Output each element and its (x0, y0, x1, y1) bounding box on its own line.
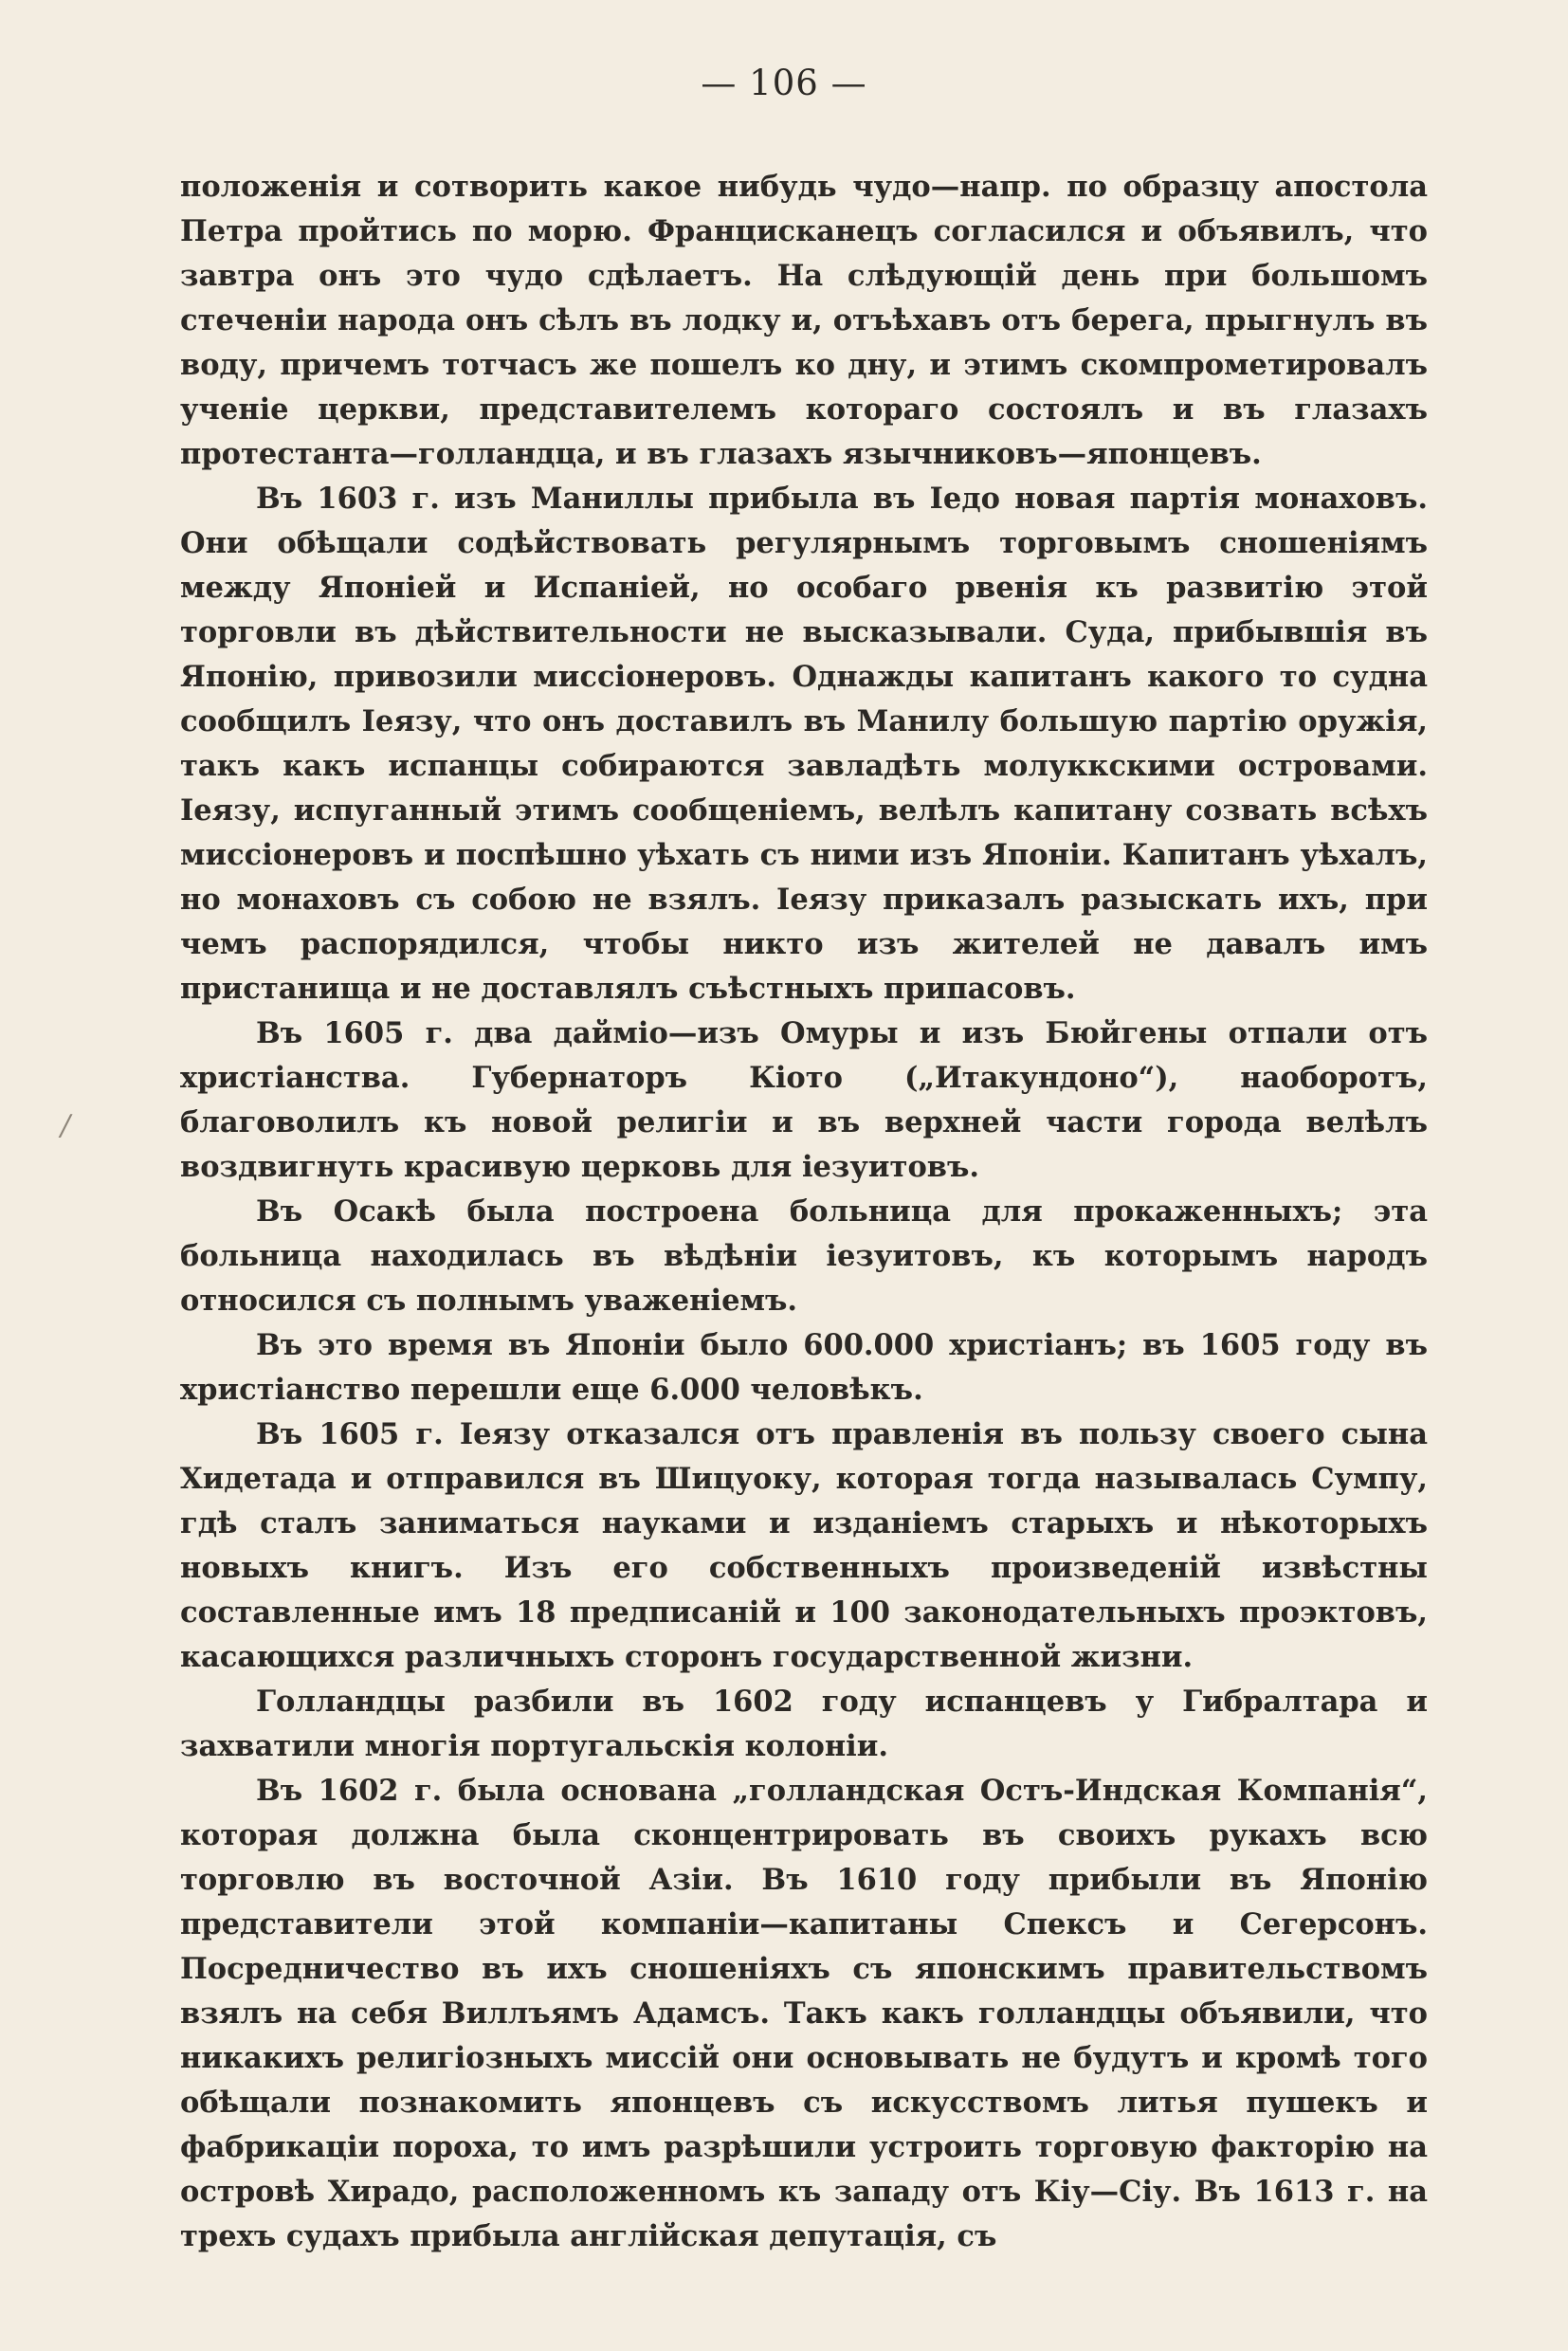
paragraph-1: положенія и сотворить какое нибудь чудо—напр. по образцу апостола Петра пройтись по морю. Францисканецъ согласился и объявилъ, что завтра онъ это чудо сдѣлаетъ. На слѣдующій день при большомъ стеченіи народа онъ сѣлъ въ лодку и, отъѣхавъ отъ берега, прыгнулъ въ воду, причемъ тотчасъ же пошелъ ко дну, и этимъ скомпрометировалъ ученіе церкви, представителемъ котораго состоялъ и въ глазахъ протестанта—голландца, и въ глазахъ язычниковъ—японцевъ. (180, 170, 1428, 471)
paragraph-2: Въ 1603 г. изъ Маниллы прибыла въ Іедо новая партія монаховъ. Они обѣщали содѣйствовать регулярнымъ торговымъ сношеніямъ между Японіей и Испаніей, но особаго рвенія къ развитію этой торговли въ дѣйствительности не высказывали. Суда, прибывшія въ Японію, привозили миссіонеровъ. Однажды капитанъ какого то судна сообщилъ Іеязу, что онъ доставилъ въ Манилу большую партію оружія, такъ какъ испанцы собираются завладѣть молуккскими островами. Іеязу, испуганный этимъ сообщеніемъ, велѣлъ капитану созвать всѣхъ миссіонеровъ и поспѣшно уѣхать съ ними изъ Японіи. Капитанъ уѣхалъ, но монаховъ съ собою не взялъ. Іеязу приказалъ разыскать ихъ, при чемъ распорядился, чтобы никто изъ жителей не давалъ имъ пристанища и не доставлялъ съѣстныхъ припасовъ. (180, 482, 1428, 1006)
text-body (180, 165, 1428, 2259)
paragraph-8: Въ 1602 г. была основана „голландская Остъ-Индская Компанія“, которая должна была сконцентрировать въ своихъ рукахъ всю торговлю въ восточной Азіи. Въ 1610 году прибыли въ Японію представители этой компаніи—капитаны Спексъ и Сегерсонъ. Посредничество въ ихъ сношеніяхъ съ японскимъ правительствомъ взялъ на себя Виллъямъ Адамсъ. Такъ какъ голландцы объявили, что никакихъ религіозныхъ миссій они основывать не будутъ и кромѣ того обѣщали познакомить японцевъ съ искусствомъ литья пушекъ и фабрикаціи пороха, то имъ разрѣшили устроить торговую факторію на островѣ Хирадо, расположенномъ къ западу отъ Кіу—Сіу. Въ 1613 г. на трехъ судахъ прибыла англійская депутація, съ (180, 1774, 1428, 2253)
paragraph-7: Голландцы разбили въ 1602 году испанцевъ у Гибралтара и захватили многія португальскія колоніи. (180, 1685, 1428, 1763)
paragraph-6: Въ 1605 г. Іеязу отказался отъ правленія въ пользу своего сына Хидетада и отправился въ Шицуоку, которая тогда называлась Сумпу, гдѣ сталъ заниматься науками и изданіемъ старыхъ и нѣкоторыхъ новыхъ книгъ. Изъ его собственныхъ произведеній извѣстны составленные имъ 18 предписаній и 100 законодательныхъ проэктовъ, касающихся различныхъ сторонъ государственной жизни. (180, 1417, 1428, 1674)
paragraph-4: Въ Осакѣ была построена больница для прокаженныхъ; эта больница находилась въ вѣдѣніи іезуитовъ, къ которымъ народъ относился съ полнымъ уваженіемъ. (180, 1194, 1428, 1318)
page-number: — 106 — (701, 63, 867, 103)
paragraph-5: Въ это время въ Японіи было 600.000 христіанъ; въ 1605 году въ христіанство перешли еще 6.000 человѣкъ. (180, 1328, 1428, 1407)
margin-mark: / (61, 1109, 71, 1142)
paragraph-3: Въ 1605 г. два дайміо—изъ Омуры и изъ Бюйгены отпали отъ христіанства. Губернаторъ Кіото („Итакундоно“), наоборотъ, благоволилъ къ новой религіи и въ верхней части города велѣлъ воздвигнуть красивую церковь для іезуитовъ. (180, 1016, 1428, 1184)
